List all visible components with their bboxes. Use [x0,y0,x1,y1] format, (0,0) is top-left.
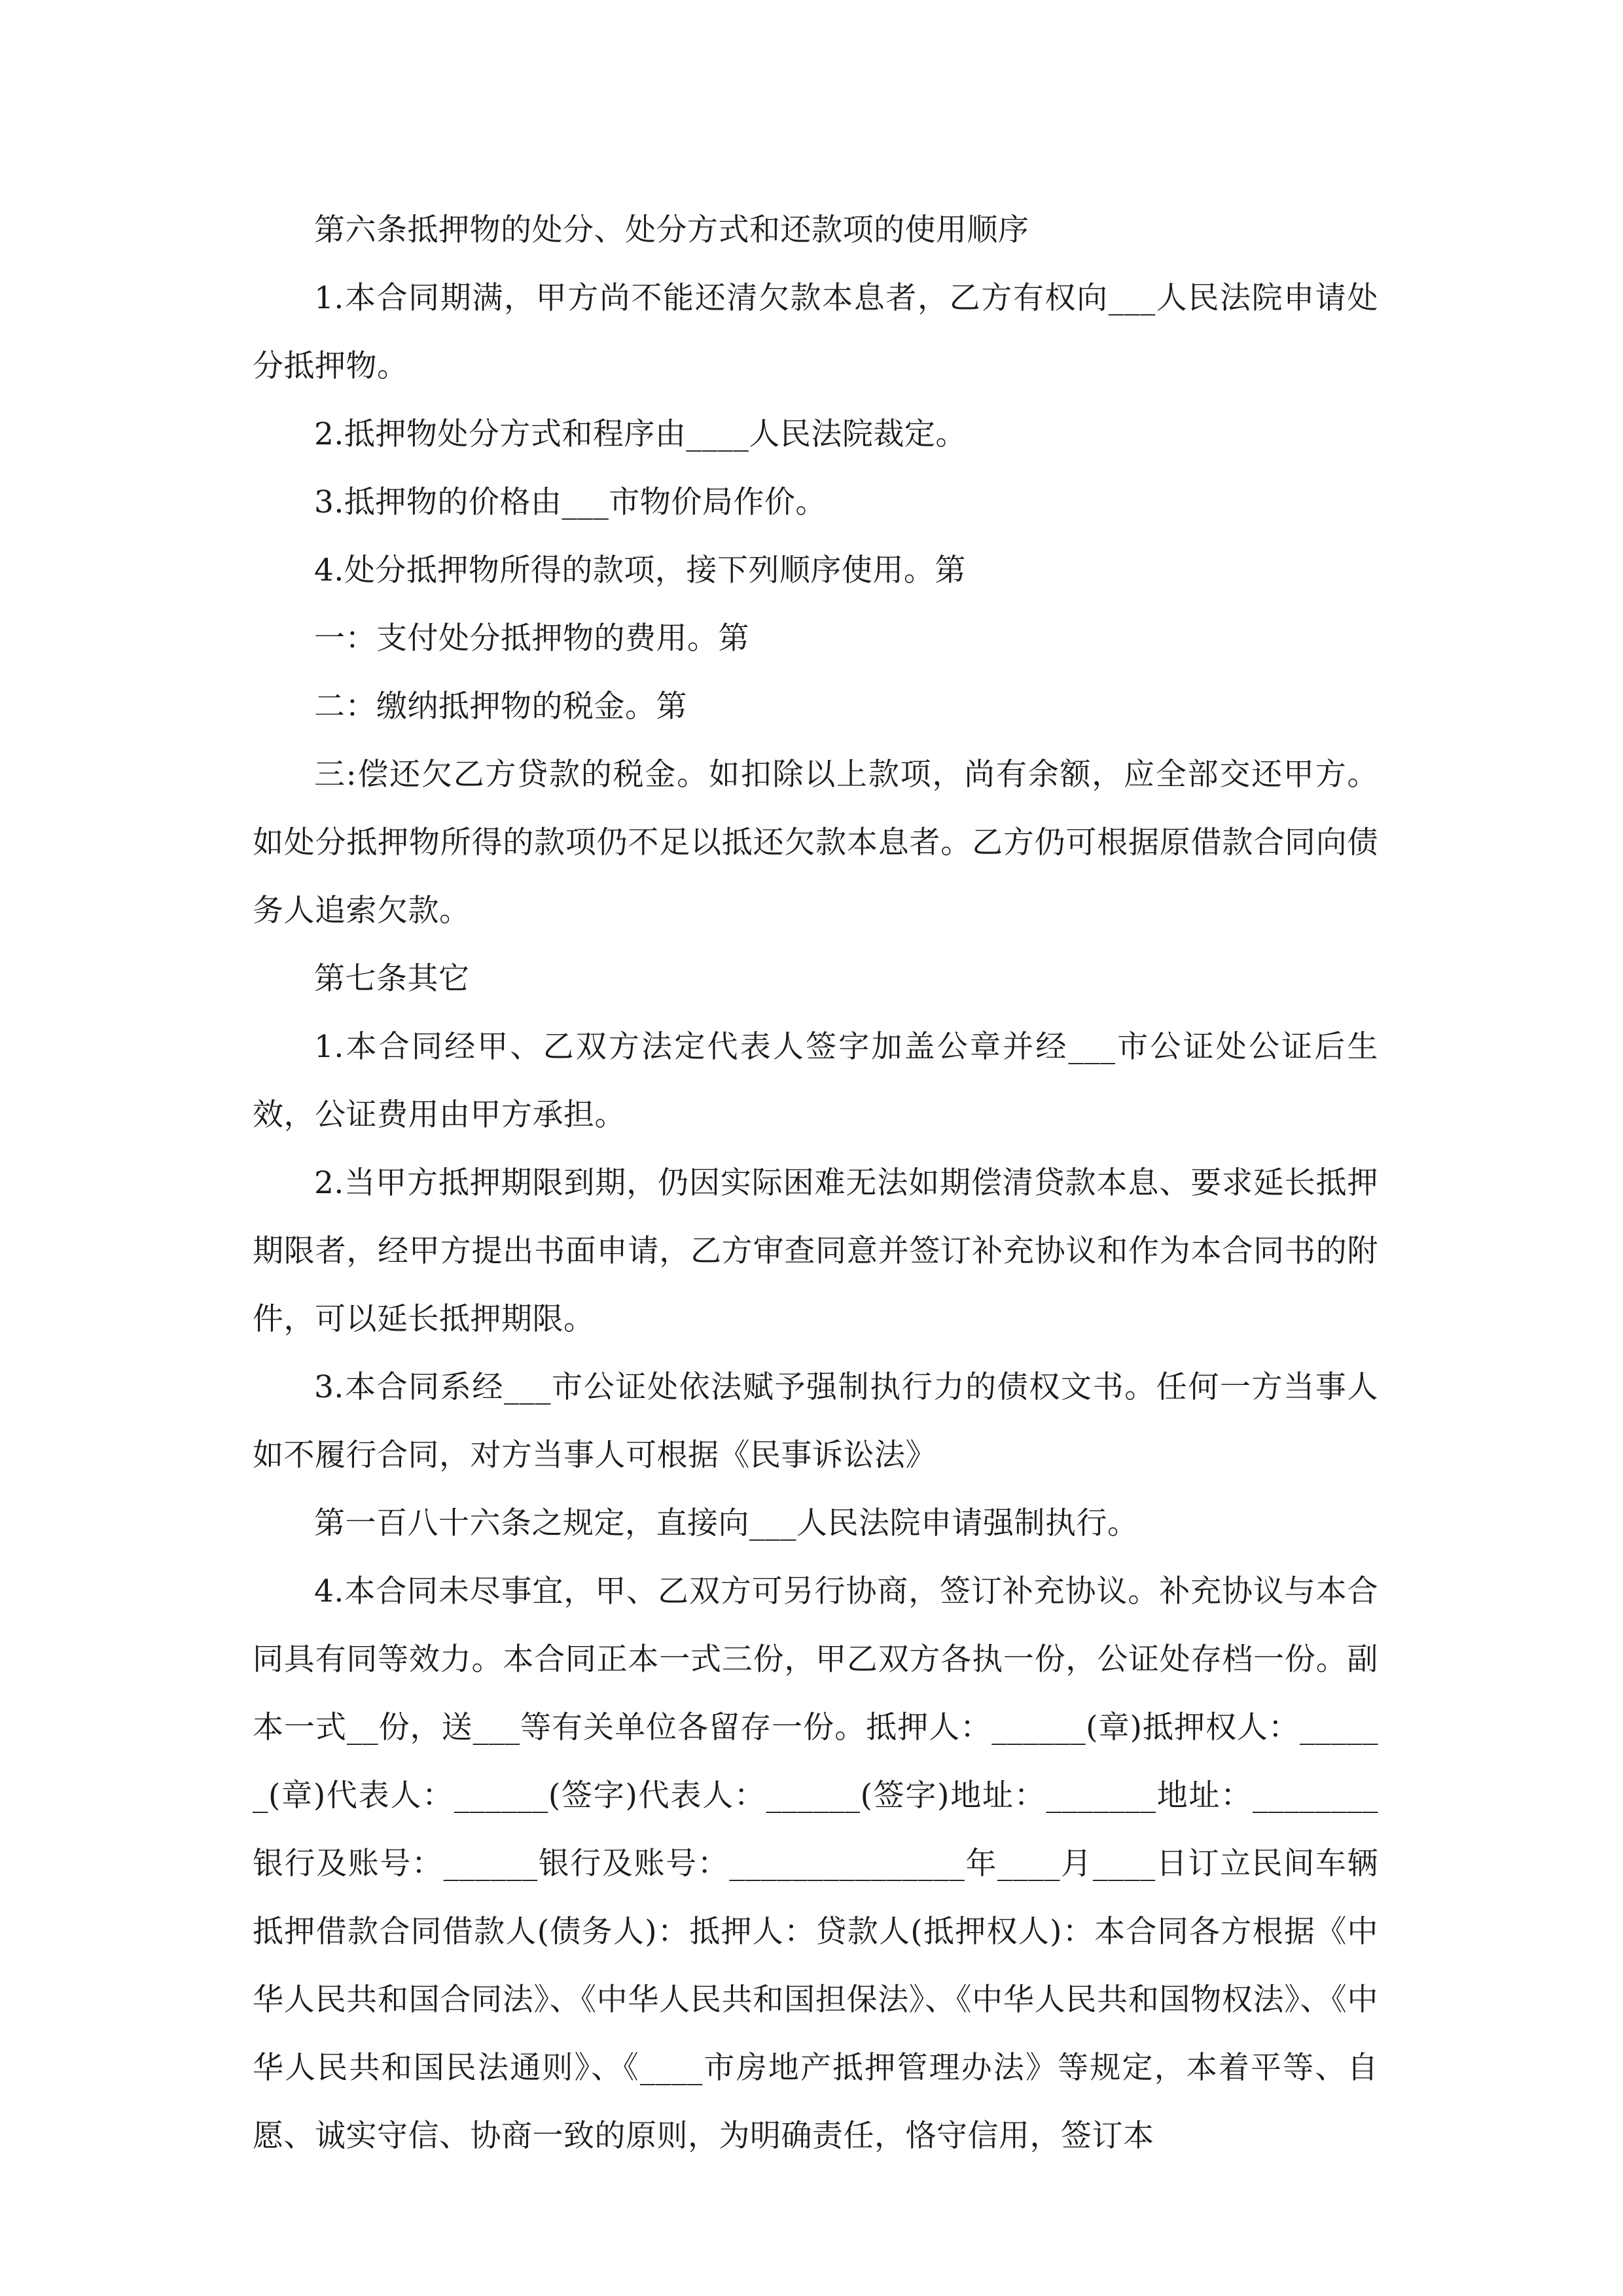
article-6-clause-4: 4.处分抵押物所得的款项，接下列顺序使用。第 [314,552,966,588]
article-6-heading: 第六条抵押物的处分、处分方式和还款项的使用顺序 [314,212,1029,248]
article-7-clause-1: 1.本合同经甲、乙双方法定代表人签字加盖公章并经___市公证处公证后生效，公证费用由甲方承担。 [253,1029,1378,1133]
article-7-clause-4: 4.本合同未尽事宜，甲、乙双方可另行协商，签订补充协议。补充协议与本合同具有同等效力。本合同正本一式三份，甲乙双方各执一份，公证处存档一份。副本一式__份，送___等有关单位各留存一份。抵押人：______(章)抵押权人：______(章)代表人：______(签字)代表人：______(签字)地址：_______地址：________银行及账号：______银行及账号：_______________年____月____日订立民间车辆抵押借款合同借款人(债务人)：抵押人：贷款人(抵押权人)：本合同各方根据《中华人民共和国合同法》、《中华人民共和国担保法》、《中华人民共和国物权法》、《中华人民共和国民法通则》、《____市房地产抵押管理办法》等规定，本着平等、自愿、诚实守信、协商一致的原则，为明确责任，恪守信用，签订本 [253,1573,1378,2154]
article-6-order-second: 二：缴纳抵押物的税金。第 [314,689,687,725]
article-7-heading: 第七条其它 [314,961,470,997]
article-6-order-third: 三:偿还欠乙方贷款的税金。如扣除以上款项，尚有余额，应全部交还甲方。如处分抵押物所得的款项仍不足以抵还欠款本息者。乙方仍可根据原借款合同向债务人追索欠款。 [253,757,1378,929]
article-7-clause-3: 3.本合同系经___市公证处依法赋予强制执行力的债权文书。任何一方当事人如不履行合同，对方当事人可根据《民事诉讼法》 [253,1369,1378,1473]
article-6-clause-3: 3.抵押物的价格由___市物价局作价。 [314,484,827,520]
article-7-clause-2: 2.当甲方抵押期限到期，仍因实际困难无法如期偿清贷款本息、要求延长抵押期限者，经甲方提出书面申请，乙方审查同意并签订补充协议和作为本合同书的附件，可以延长抵押期限。 [253,1165,1378,1337]
article-6-clause-1: 1.本合同期满，甲方尚不能还清欠款本息者，乙方有权向___人民法院申请处分抵押物。 [253,280,1378,384]
article-6-order-first: 一：支付处分抵押物的费用。第 [314,620,749,656]
article-6-clause-2: 2.抵押物处分方式和程序由____人民法院裁定。 [314,416,967,452]
document-body [253,196,1378,2170]
article-7-clause-3-continued: 第一百八十六条之规定，直接向___人民法院申请强制执行。 [314,1505,1139,1541]
